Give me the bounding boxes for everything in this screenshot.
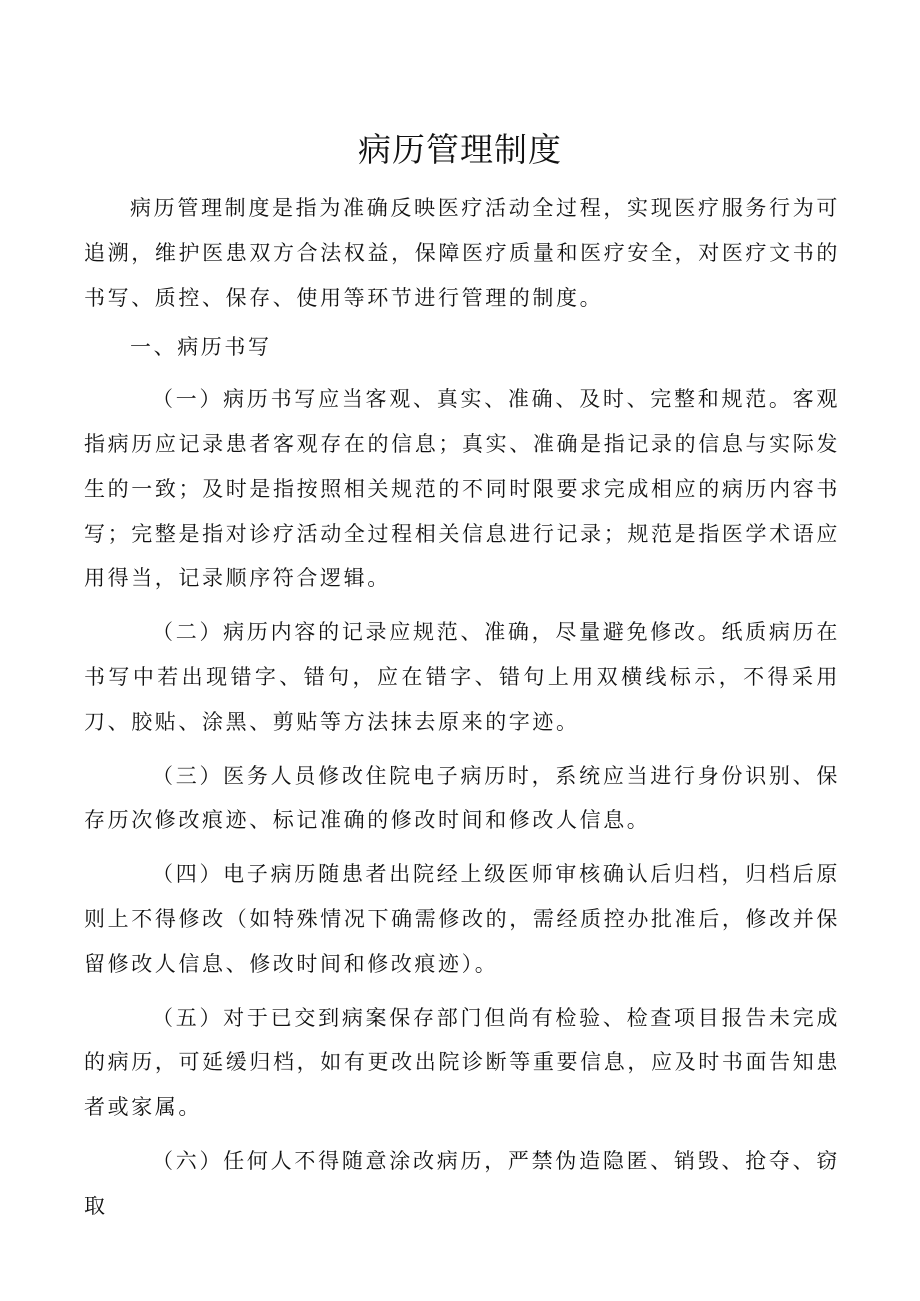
section-heading: 一、病历书写 (130, 335, 272, 360)
clause-item-2: （二）病历内容的记录应规范、准确，尽量避免修改。纸质病历在书写中若出现错字、错句，应在错字、错句上用双横线标示，不得采用刀、胶贴、涂黑、剪贴等方法抹去原来的字迹。 (84, 620, 840, 734)
document-body (84, 186, 840, 1238)
clause-item-5: （五）对于已交到病案保存部门但尚有检验、检查项目报告未完成的病历，可延缓归档，如有更改出院诊断等重要信息，应及时书面告知患者或家属。 (84, 1005, 840, 1120)
clause-item-1: （一）病历书写应当客观、真实、准确、及时、完整和规范。客观指病历应记录患者客观存在的信息；真实、准确是指记录的信息与实际发生的一致；及时是指按照相关规范的不同时限要求完成相应的病历内容书写；完整是指对诊疗活动全过程相关信息进行记录；规范是指医学术语应用得当，记录顺序符合逻辑。 (84, 387, 840, 591)
intro-paragraph: 病历管理制度是指为准确反映医疗活动全过程，实现医疗服务行为可追溯，维护医患双方合法权益，保障医疗质量和医疗安全，对医疗文书的书写、质控、保存、使用等环节进行管理的制度。 (84, 196, 840, 310)
page-title: 病历管理制度 (358, 130, 562, 169)
clause-item-4: （四）电子病历随患者出院经上级医师审核确认后归档，归档后原则上不得修改（如特殊情况下确需修改的，需经质控办批准后，修改并保留修改人信息、修改时间和修改痕迹）。 (84, 862, 840, 976)
clause-item-3: （三）医务人员修改住院电子病历时，系统应当进行身份识别、保存历次修改痕迹、标记准确的修改时间和修改人信息。 (84, 763, 840, 833)
clause-item-6: （六）任何人不得随意涂改病历，严禁伪造隐匿、销毁、抢夺、窃取 (84, 1148, 840, 1218)
